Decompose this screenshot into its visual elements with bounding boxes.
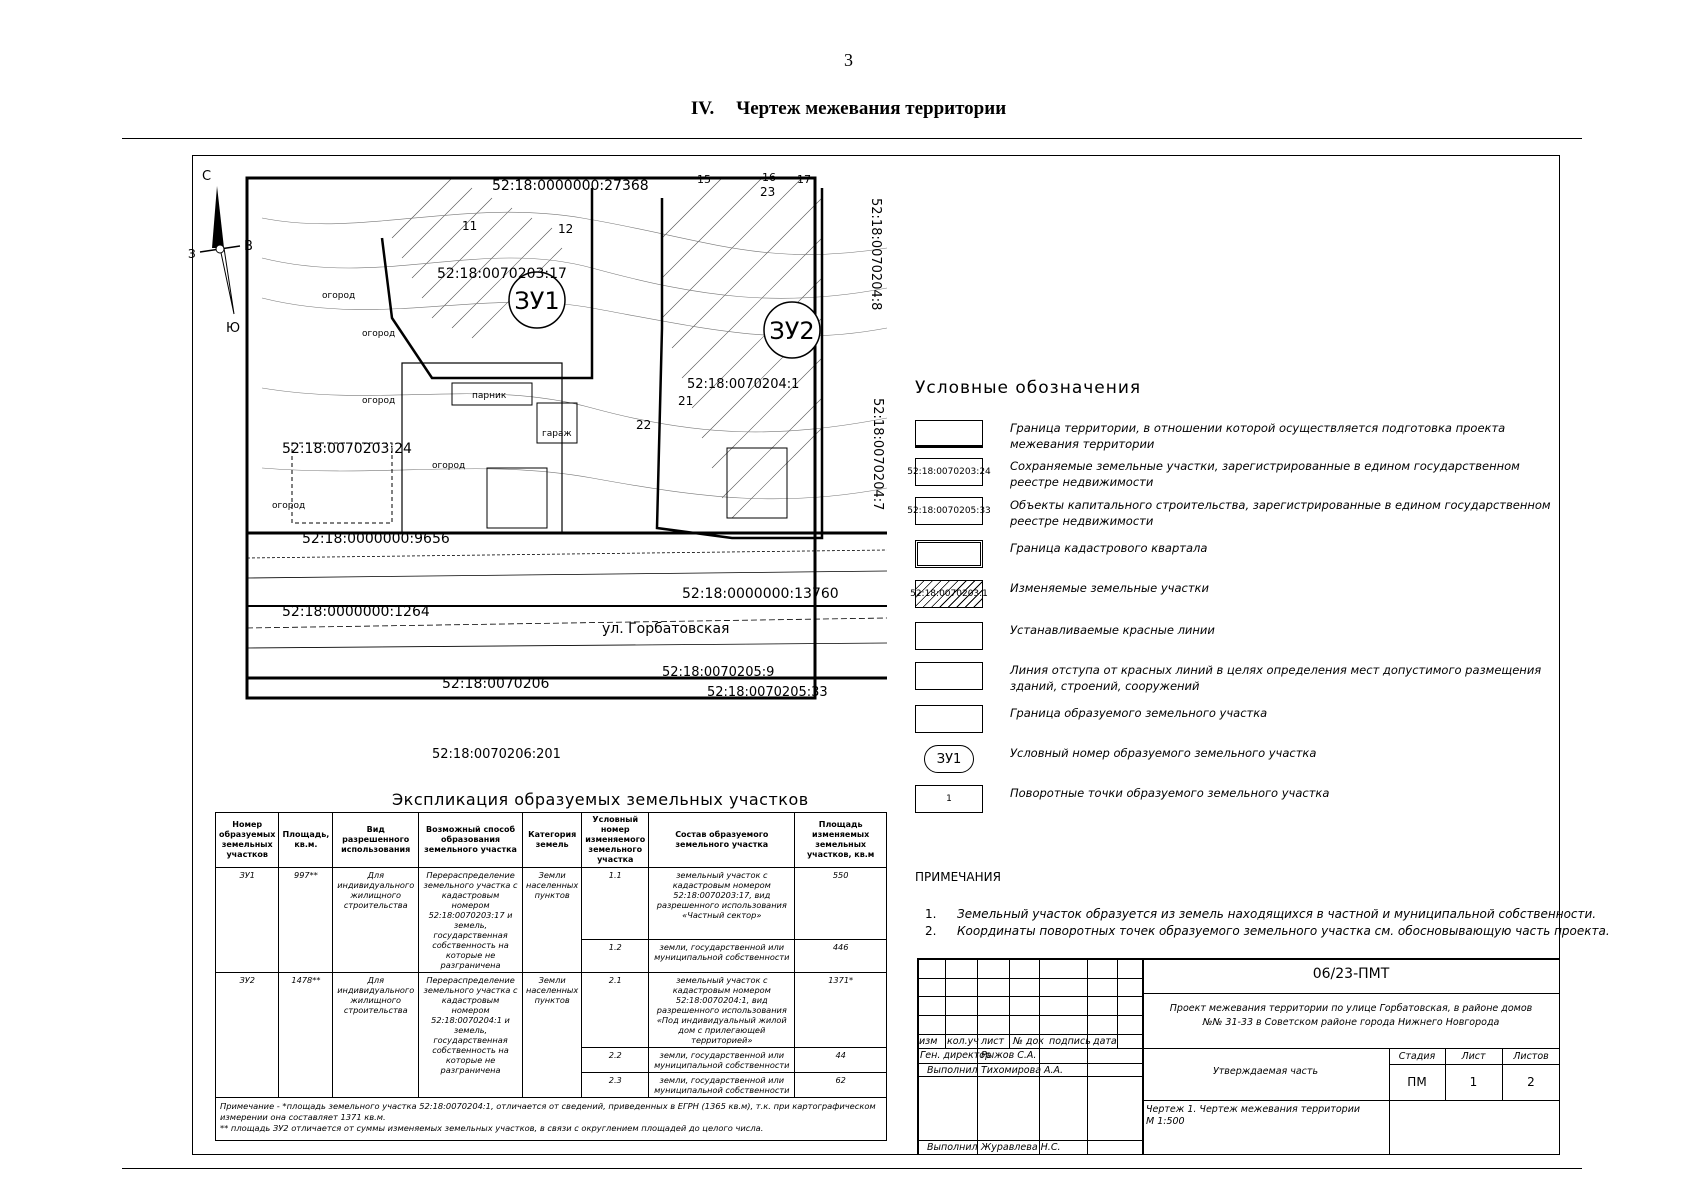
top-rule <box>122 138 1582 139</box>
footnote-1: Примечание - *площадь земельного участка 52:18:0070204:1, отличается от сведений, приведенных в ЕГРН (1365 кв.м), т.к. при картографическом измерении она составляет 1371 кв.м. <box>220 1101 876 1122</box>
stamp-col: изм <box>919 1036 938 1047</box>
table-header-row <box>216 813 887 868</box>
footnote-2: ** площадь ЗУ2 отличается от суммы изменяемых земельных участков, в связи с округлением площадей до целого числа. <box>220 1123 764 1133</box>
legend-text: Граница образуемого земельного участка <box>1010 706 1268 720</box>
stamp-col: № док <box>1013 1036 1045 1047</box>
cadastral-label: 52:18:0000000:13760 <box>682 586 839 602</box>
north-arrow-icon <box>190 166 260 336</box>
cell-sub-comp: земли, государственной или муниципальной собственности <box>649 940 795 973</box>
stamp-col: дата <box>1093 1036 1117 1047</box>
note-text: Земельный участок образуется из земель находящихся в частной и муниципальной собственности. <box>957 907 1597 921</box>
point-number: 15 <box>697 173 711 186</box>
place-label: ул. Горбатовская <box>602 621 730 637</box>
cell-sub-id: 2.3 <box>582 1073 649 1098</box>
cadastral-label: 52:18:0070204:8 <box>868 198 883 311</box>
cell-category: Земли населенных пунктов <box>523 973 582 1098</box>
cell-sub-id: 1.1 <box>582 868 649 940</box>
column-header: Площадь, кв.м. <box>279 813 333 868</box>
cell-category: Земли населенных пунктов <box>523 868 582 973</box>
note-item <box>925 907 1596 921</box>
legend-text: Граница кадастрового квартала <box>1010 541 1208 555</box>
cell-sub-id: 1.2 <box>582 940 649 973</box>
stamp-part: Утверждаемая часть <box>1212 1066 1319 1077</box>
cell-sub-comp: земли, государственной или муниципальной собственности <box>649 1073 795 1098</box>
stamp-name: Рыжов С.А. <box>981 1050 1037 1061</box>
point-number: 11 <box>462 219 478 233</box>
legend-text: Условный номер образуемого земельного участка <box>1010 746 1317 760</box>
point-number: 16 <box>762 171 776 184</box>
section-numeral: IV. <box>690 98 715 119</box>
place-label: огород <box>322 291 356 301</box>
legend-symbol: 52:18:0070203:24 <box>915 458 983 486</box>
note-number: 2. <box>925 924 937 938</box>
legend-symbol: 52:18:0070203:1 <box>915 580 983 608</box>
place-label: огород <box>432 461 466 471</box>
legend-symbol: 52:18:0070205:33 <box>915 497 983 525</box>
section-title <box>0 98 1697 120</box>
stamp-stage-header: Стадия <box>1398 1051 1436 1062</box>
place-label: гараж <box>542 429 572 439</box>
cell-sub-area: 446 <box>795 940 887 973</box>
cadastral-label: 52:18:0070203:24 <box>282 441 412 457</box>
explication-table <box>215 812 887 1098</box>
svg-text:З: З <box>188 247 196 261</box>
cell-sub-comp: земельный участок с кадастровым номером 52:18:0070203:17, вид разрешенного использования «Частный сектор» <box>649 868 795 940</box>
place-label: огород <box>362 396 396 406</box>
explication-title: Экспликация образуемых земельных участков <box>392 790 809 809</box>
point-number: 23 <box>760 185 776 199</box>
place-label: огород <box>272 501 306 511</box>
cell-num: ЗУ1 <box>216 868 279 973</box>
legend-text: Линия отступа от красных линий в целях определения мест допустимого размещения зданий, строений, сооружений <box>1010 663 1542 693</box>
cell-use: Для индивидуального жилищного строительства <box>333 973 419 1098</box>
column-header: Условный номер изменяемого земельного участка <box>582 813 649 868</box>
column-header: Состав образуемого земельного участка <box>649 813 795 868</box>
svg-text:С: С <box>202 169 212 184</box>
cell-method: Перераспределение земельного участка с кадастровым номером 52:18:0070203:17 и земель, государственная собственность на которые не разграничена <box>419 868 523 973</box>
cell-sub-area: 550 <box>795 868 887 940</box>
zone-label-zu2: ЗУ2 <box>769 317 815 345</box>
legend-text: Сохраняемые земельные участки, зарегистрированные в едином государственном реестре недвижимости <box>1010 459 1520 489</box>
stamp-col: подпись <box>1049 1036 1091 1047</box>
cadastral-label: 52:18:0070204:7 <box>870 398 885 511</box>
stamp-scale: М 1:500 <box>1146 1116 1185 1127</box>
cell-method: Перераспределение земельного участка с кадастровым номером 52:18:0070204:1 и земель, государственная собственность на которые не разграничена <box>419 973 523 1098</box>
stamp-sheets-header: Листов <box>1513 1051 1549 1062</box>
cadastral-label: 52:18:0070205:33 <box>707 685 828 700</box>
legend-text: Граница территории, в отношении которой осуществляется подготовка проекта межевания территории <box>1010 421 1506 451</box>
stamp-role: Выполнил <box>927 1065 978 1076</box>
cadastral-label: 52:18:0070205:9 <box>662 665 775 680</box>
cadastral-map <box>262 171 887 778</box>
point-number: 21 <box>678 394 694 408</box>
stamp-sheet: 1 <box>1469 1075 1478 1089</box>
stamp-sheets: 2 <box>1527 1075 1535 1089</box>
table-row <box>216 868 887 940</box>
cadastral-label: 52:18:0070206:201 <box>432 747 561 762</box>
legend-symbol <box>915 420 983 448</box>
stamp-col: лист <box>981 1036 1005 1047</box>
table-row <box>216 973 887 1048</box>
notes-title: ПРИМЕЧАНИЯ <box>915 870 1001 884</box>
stamp-drawing: Чертеж 1. Чертеж межевания территории <box>1146 1104 1361 1115</box>
cell-sub-area: 1371* <box>795 973 887 1048</box>
cadastral-label: 52:18:0000000:1264 <box>282 604 430 620</box>
stamp-name: Тихомирова А.А. <box>981 1065 1064 1076</box>
column-header: Номер образуемых земельных участков <box>216 813 279 868</box>
stamp-sheet-header: Лист <box>1461 1051 1486 1062</box>
page-number: 3 <box>844 50 853 70</box>
note-item <box>925 924 1610 938</box>
place-label: огород <box>362 329 396 339</box>
cadastral-label: 52:18:0000000:27368 <box>492 178 649 194</box>
column-header: Категория земель <box>523 813 582 868</box>
cadastral-label: 52:18:0070204:1 <box>687 377 800 392</box>
cell-sub-comp: земельный участок с кадастровым номером 52:18:0070204:1, вид разрешенного использования «Под индивидуальный жилой дом с прилегающей территорией» <box>649 973 795 1048</box>
column-header: Вид разрешенного использования <box>333 813 419 868</box>
column-header: Площадь изменяемых земельных участков, кв.м <box>795 813 887 868</box>
note-text: Координаты поворотных точек образуемого земельного участка см. обосновывающую часть проекта. <box>957 924 1610 938</box>
legend-symbol <box>915 622 983 650</box>
cell-sub-area: 62 <box>795 1073 887 1098</box>
svg-text:Ю: Ю <box>226 321 241 336</box>
legend-title: Условные обозначения <box>915 378 1142 398</box>
stamp-role: Ген. директор <box>920 1050 992 1061</box>
cell-num: ЗУ2 <box>216 973 279 1098</box>
legend-symbol <box>915 662 983 690</box>
legend-text: Поворотные точки образуемого земельного участка <box>1010 786 1330 800</box>
title-block <box>917 958 1560 1155</box>
place-label: парник <box>472 391 507 401</box>
zone-label-zu1: ЗУ1 <box>514 287 560 315</box>
svg-text:В: В <box>244 239 253 254</box>
legend-symbol <box>915 540 983 568</box>
stamp-project: Проект межевания территории по улице Горбатовская, в районе домов №№ 31-33 в Советском районе города Нижнего Новгорода <box>1169 1003 1533 1028</box>
stamp-col: кол.уч <box>947 1036 979 1047</box>
cell-sub-comp: земли, государственной или муниципальной собственности <box>649 1048 795 1073</box>
cell-area: 1478** <box>279 973 333 1098</box>
cadastral-label: 52:18:0070206 <box>442 676 550 692</box>
cell-area: 997** <box>279 868 333 973</box>
cadastral-label: 52:18:0000000:9656 <box>302 531 450 547</box>
stamp-code: 06/23-ПМТ <box>1312 966 1390 982</box>
stamp-role: Выполнил <box>927 1142 978 1153</box>
legend-symbol: ЗУ1 <box>924 745 974 773</box>
point-number: 17 <box>797 173 811 186</box>
cell-sub-id: 2.1 <box>582 973 649 1048</box>
bottom-rule <box>122 1168 1582 1169</box>
cell-use: Для индивидуального жилищного строительства <box>333 868 419 973</box>
cell-sub-area: 44 <box>795 1048 887 1073</box>
point-number: 12 <box>558 222 574 236</box>
legend-text: Объекты капитального строительства, зарегистрированные в едином государственном реестре недвижимости <box>1010 498 1551 528</box>
cell-sub-id: 2.2 <box>582 1048 649 1073</box>
section-title-text: Чертеж межевания территории <box>736 98 1007 119</box>
explication-footnote-box <box>215 1097 887 1141</box>
legend-text: Устанавливаемые красные линии <box>1010 623 1215 637</box>
point-number: 22 <box>636 418 652 432</box>
stamp-stage: ПМ <box>1407 1075 1427 1089</box>
legend-text: Изменяемые земельные участки <box>1010 581 1209 595</box>
legend-symbol: 1 <box>915 785 983 813</box>
cadastral-label: 52:18:0070203:17 <box>437 266 567 282</box>
note-number: 1. <box>925 907 937 921</box>
stamp-name: Журавлева Н.С. <box>981 1142 1061 1153</box>
column-header: Возможный способ образования земельного участка <box>419 813 523 868</box>
legend-symbol <box>915 705 983 733</box>
